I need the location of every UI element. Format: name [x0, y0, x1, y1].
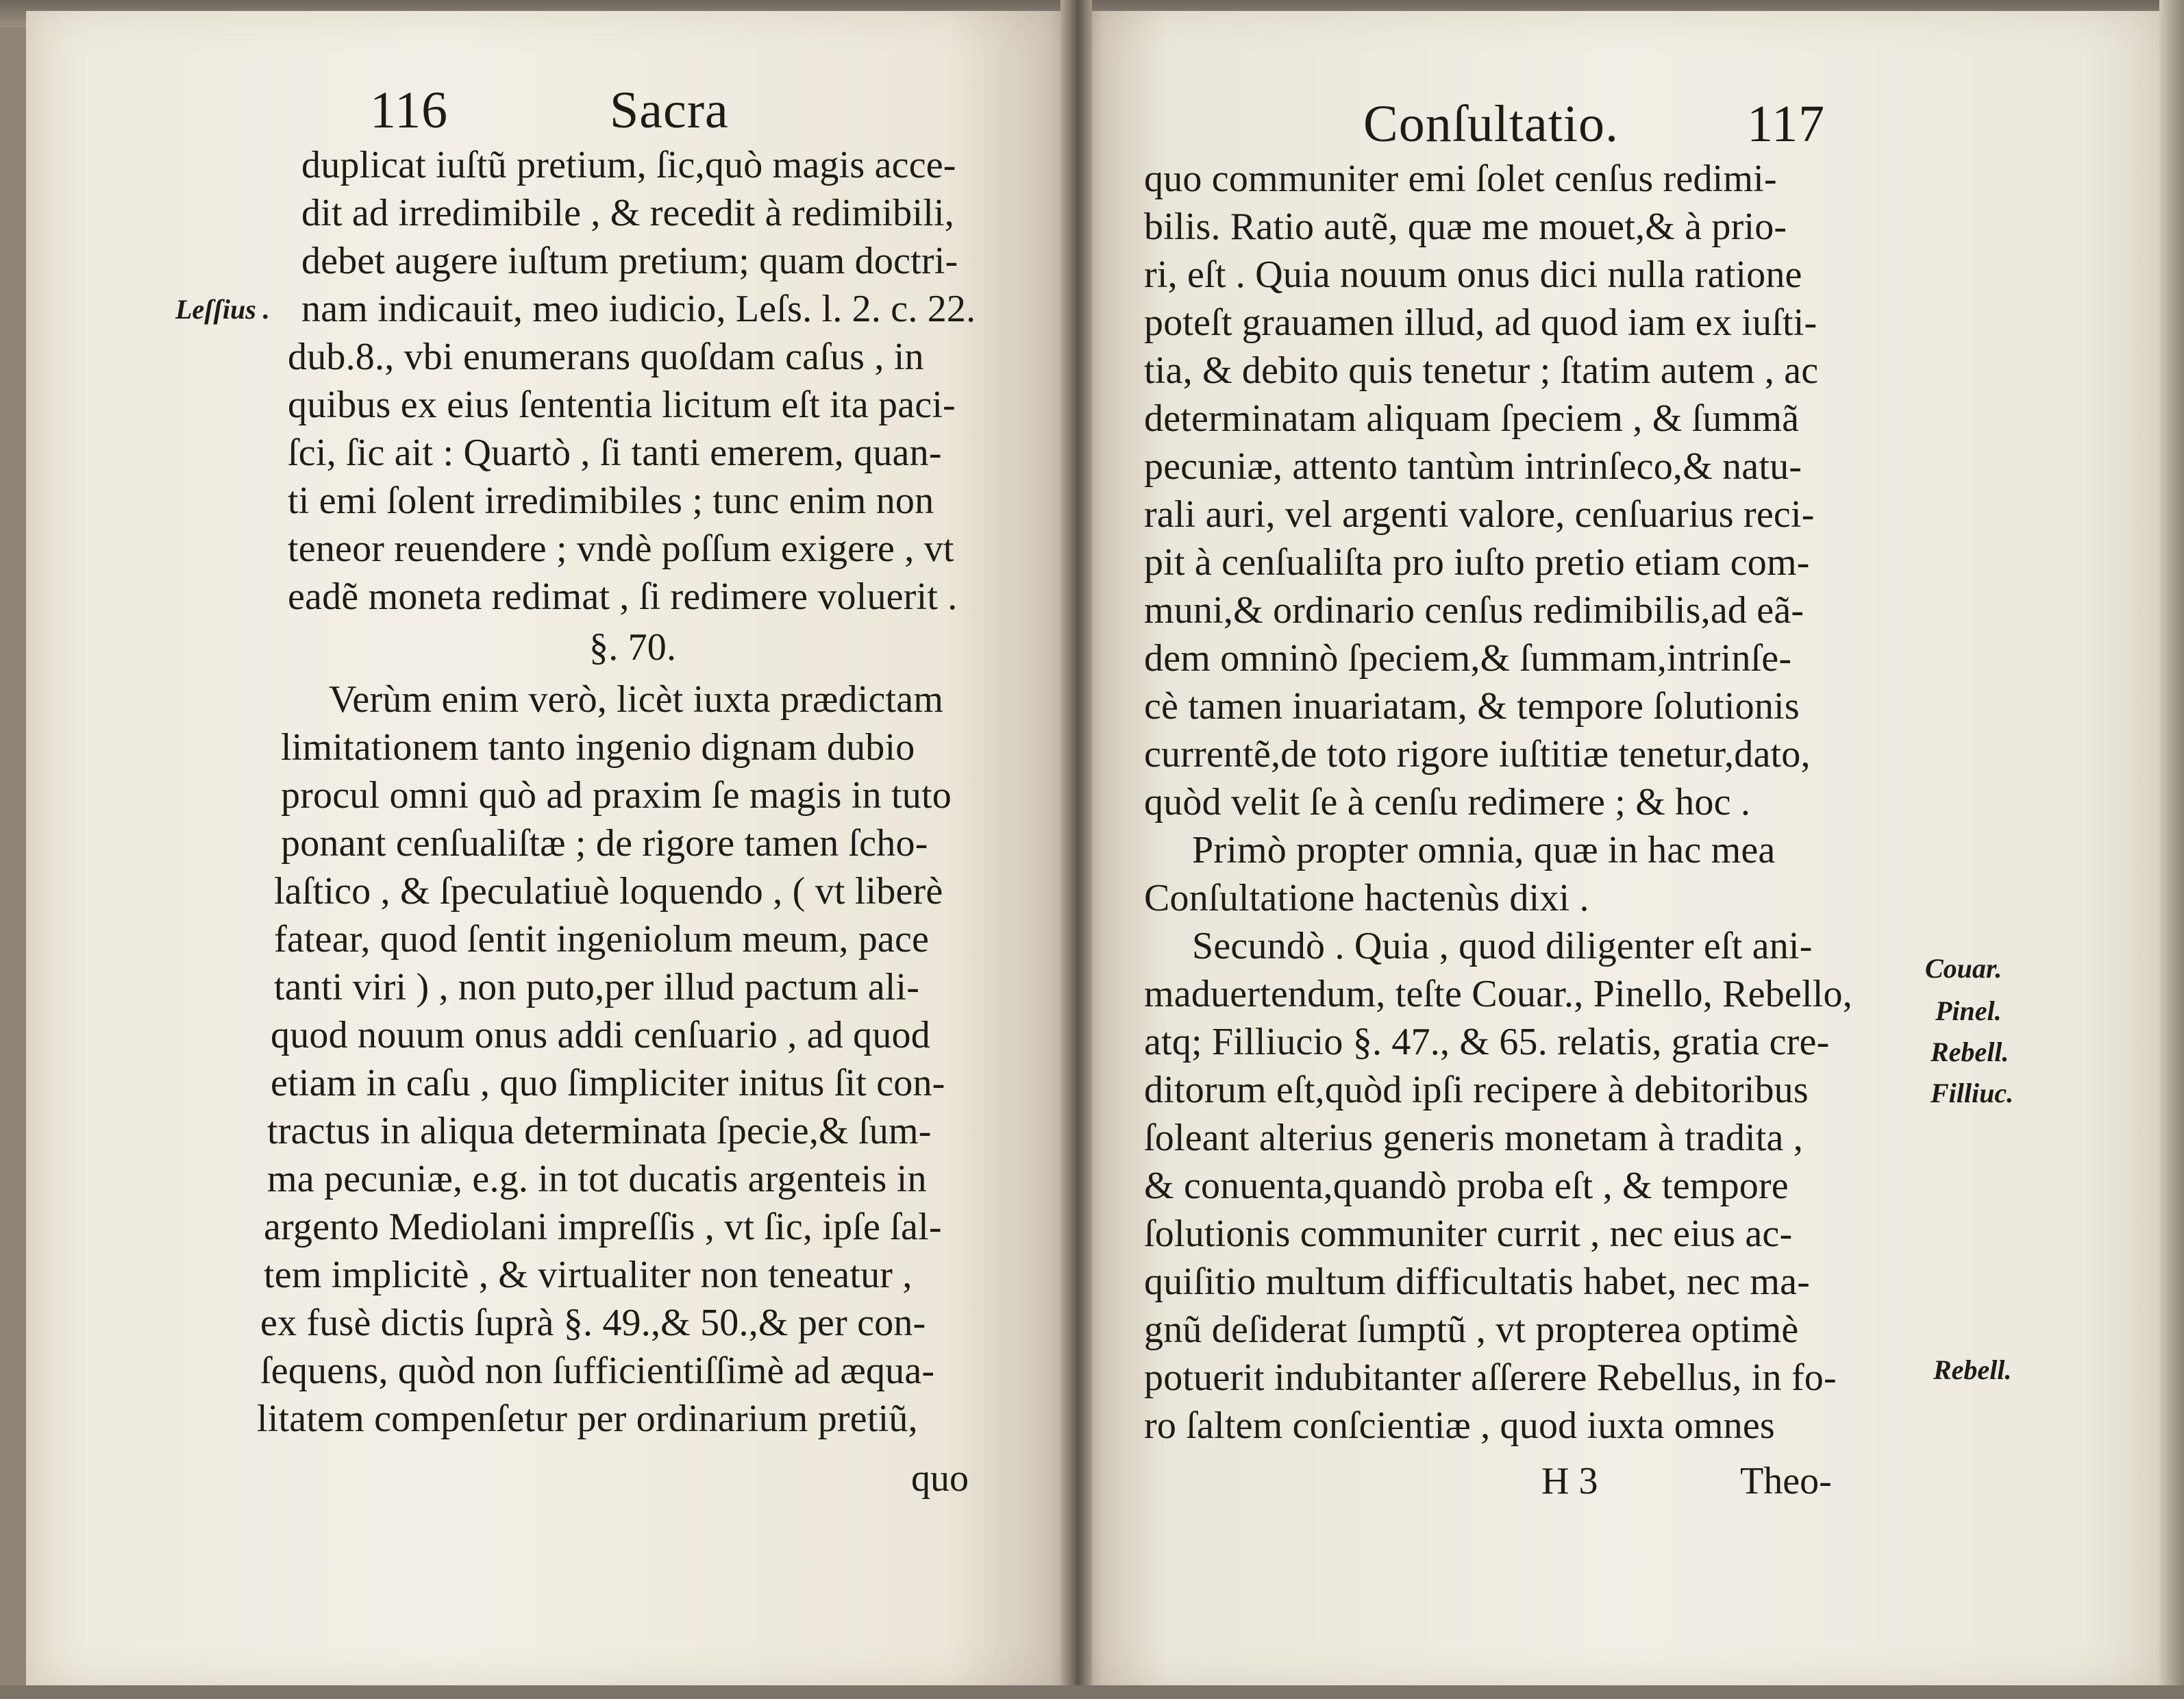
left-line-17: fatear, quod ſentit ingeniolum meum, pace: [274, 918, 930, 960]
left-line-9: teneor reuendere ; vndè poſſum exigere , vt: [288, 528, 954, 570]
left-line-15: ponant cenſualiſtæ ; de rigore tamen ſcho-: [281, 822, 928, 865]
right-line-24: quiſitio multum difficultatis habet, nec ma-: [1144, 1261, 1811, 1303]
right-line-19: atq; Filliucio §. 47., & 65. relatis, gratia cre-: [1144, 1021, 1830, 1063]
right-catchword: Theo-: [1740, 1460, 1832, 1502]
left-line-1: duplicat iuſtũ pretium, ſic,quò magis acce-: [301, 144, 956, 186]
right-line-11: dem omninò ſpeciem,& ſummam,intrinſe-: [1144, 637, 1792, 680]
book-bottom-edge: [0, 1685, 2184, 1699]
right-line-22: & conuenta,quandò proba eſt , & tempore: [1144, 1165, 1789, 1207]
left-line-22: ma pecuniæ, e.g. in tot ducatis argenteis in: [267, 1158, 927, 1200]
left-line-26: ſequens, quòd non ſufficientiſſimè ad æqua-: [260, 1350, 935, 1392]
left-line-2: dit ad irredimibile , & recedit à redimibili,: [301, 192, 954, 234]
left-line-5: dub.8., vbi enumerans quoſdam caſus , in: [288, 336, 924, 378]
section-heading: §. 70.: [589, 626, 677, 669]
right-line-15: Primò propter omnia, quæ in hac mea: [1192, 829, 1776, 871]
right-line-9: pit à cenſualiſta pro iuſto pretio etiam com-: [1144, 541, 1810, 584]
left-line-24: tem implicitè , & virtualiter non teneatur ,: [264, 1254, 913, 1296]
right-margin-note-2: Pinel.: [1935, 995, 2002, 1026]
right-line-20: ditorum eſt,quòd ipſi recipere à debitoribus: [1144, 1069, 1809, 1111]
left-line-25: ex fusè dictis ſuprà §. 49.,& 50.,& per con-: [260, 1302, 926, 1344]
right-line-16: Conſultatione hactenùs dixi .: [1144, 877, 1589, 919]
right-line-17: Secundò . Quia , quod diligenter eſt ani-: [1192, 925, 1813, 967]
right-line-18: maduertendum, teſte Couar., Pinello, Rebello,: [1144, 973, 1852, 1015]
left-margin-note: Leſſius .: [175, 294, 270, 325]
right-line-12: cè tamen inuariatam, & tempore ſolutionis: [1144, 685, 1800, 728]
right-line-7: pecuniæ, attento tantùm intrinſeco,& natu-: [1144, 445, 1802, 488]
left-line-7: ſci, ſic ait : Quartò , ſi tanti emerem, quan-: [288, 432, 942, 474]
right-line-6: determinatam aliquam ſpeciem , & ſummã: [1144, 397, 1800, 440]
left-line-6: quibus ex eius ſententia licitum eſt ita paci-: [288, 384, 956, 426]
left-line-18: tanti viri ) , non puto,per illud pactum ali-: [274, 966, 920, 1008]
right-line-3: ri, eſt . Quia nouum onus dici nulla ratione: [1144, 253, 1802, 296]
left-line-19: quod nouum onus addi cenſuario , ad quod: [271, 1014, 930, 1056]
right-page-number: 117: [1747, 95, 1826, 153]
left-line-8: ti emi ſolent irredimibiles ; tunc enim non: [288, 480, 934, 522]
left-running-head: Sacra: [610, 82, 729, 139]
right-margin-note-4: Filliuc.: [1931, 1078, 2014, 1108]
book-right-edge: [2159, 0, 2184, 1699]
right-line-21: ſoleant alterius generis monetam à tradita ,: [1144, 1117, 1804, 1159]
right-line-13: currentẽ,de toto rigore iuſtitiæ tenetur,dato,: [1144, 733, 1811, 776]
left-line-3: debet augere iuſtum pretium; quam doctri-: [301, 240, 958, 282]
left-line-4: nam indicauit, meo iudicio, Leſs. l. 2. c. 22.: [301, 288, 976, 330]
left-line-13: limitationem tanto ingenio dignam dubio: [281, 726, 915, 769]
right-margin-note-3: Rebell.: [1931, 1037, 2009, 1067]
book-gutter: [1060, 0, 1092, 1699]
right-running-head: Conſultatio.: [1363, 95, 1619, 153]
signature-mark: H 3: [1541, 1460, 1598, 1502]
left-line-27: litatem compenſetur per ordinarium pretiũ,: [257, 1398, 918, 1440]
right-line-23: ſolutionis communiter currit , nec eius ac-: [1144, 1213, 1793, 1255]
left-line-21: tractus in aliqua determinata ſpecie,& ſum-: [267, 1110, 932, 1152]
right-line-25: gnũ deſiderat ſumptũ , vt propterea optimè: [1144, 1309, 1799, 1351]
left-line-16: laſtico , & ſpeculatiuè loquendo , ( vt liberè: [274, 870, 943, 913]
right-margin-note-5: Rebell.: [1933, 1354, 2012, 1385]
right-line-8: rali auri, vel argenti valore, cenſuarius reci-: [1144, 493, 1815, 536]
right-line-27: ro ſaltem conſcientiæ , quod iuxta omnes: [1144, 1404, 1775, 1447]
right-line-26: potuerit indubitanter aſſerere Rebellus, in fo-: [1144, 1356, 1837, 1399]
left-line-14: procul omni quò ad praxim ſe magis in tuto: [281, 774, 952, 817]
right-line-14: quòd velit ſe à cenſu redimere ; & hoc .: [1144, 781, 1751, 823]
left-line-20: etiam in caſu , quo ſimpliciter initus ſit con-: [271, 1062, 945, 1104]
left-catchword: quo: [911, 1457, 969, 1500]
right-margin-note-1: Couar.: [1925, 953, 2002, 984]
right-line-1: quo communiter emi ſolet cenſus redimi-: [1144, 158, 1777, 200]
right-line-2: bilis. Ratio autẽ, quæ me mouet,& à prio-: [1144, 206, 1787, 248]
right-line-4: poteſt grauamen illud, ad quod iam ex iuſti-: [1144, 301, 1817, 344]
left-page-number: 116: [370, 82, 449, 139]
right-line-10: muni,& ordinario cenſus redimibilis,ad eã-: [1144, 589, 1804, 632]
left-line-12: Verùm enim verò, licèt iuxta prædictam: [329, 678, 944, 721]
right-line-5: tia, & debito quis tenetur ; ſtatim autem , ac: [1144, 349, 1819, 392]
left-line-23: argento Mediolani impreſſis , vt ſic, ipſe ſal-: [264, 1206, 942, 1248]
left-line-10: eadẽ moneta redimat , ſi redimere voluerit .: [288, 575, 958, 618]
